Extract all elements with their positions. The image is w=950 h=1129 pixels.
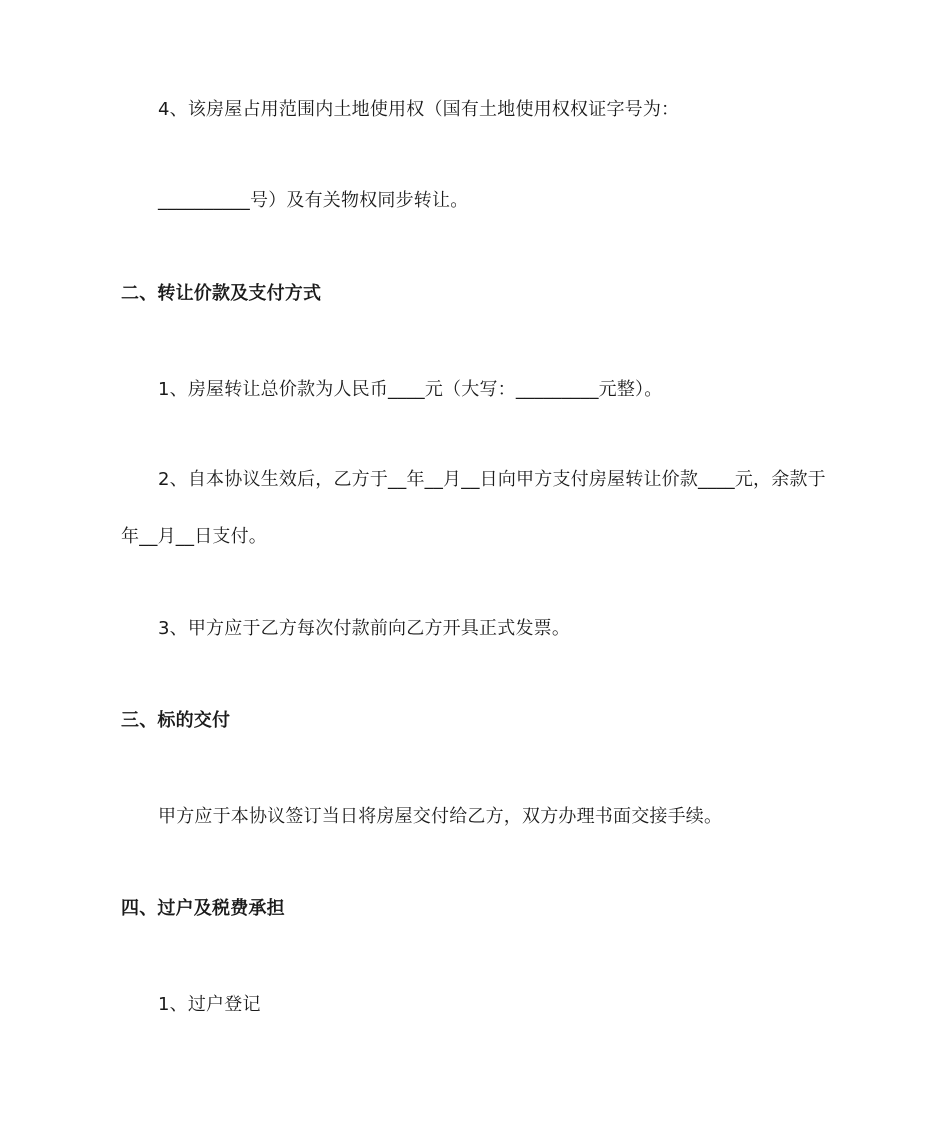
section-heading-price-payment: 二、转让价款及支付方式 bbox=[121, 283, 322, 304]
clause-transfer-registration: 1、过户登记 bbox=[158, 994, 261, 1015]
clause-invoice: 3、甲方应于乙方每次付款前向乙方开具正式发票。 bbox=[158, 618, 571, 639]
clause-total-price: 1、房屋转让总价款为人民币____元（大写：_________元整）。 bbox=[158, 379, 663, 400]
section-heading-transfer-taxes: 四、过户及税费承担 bbox=[121, 898, 285, 919]
clause-land-use-right-continued: __________号）及有关物权同步转让。 bbox=[158, 190, 469, 211]
clause-land-use-right: 4、该房屋占用范围内土地使用权（国有土地使用权权证字号为： bbox=[158, 99, 680, 120]
section-heading-delivery: 三、标的交付 bbox=[121, 710, 231, 731]
clause-delivery: 甲方应于本协议签订当日将房屋交付给乙方，双方办理书面交接手续。 bbox=[158, 806, 723, 827]
clause-payment-schedule-continued: 年__月__日支付。 bbox=[121, 526, 267, 547]
clause-payment-schedule: 2、自本协议生效后，乙方于__年__月__日向甲方支付房屋转让价款____元，余款于 bbox=[158, 469, 826, 490]
